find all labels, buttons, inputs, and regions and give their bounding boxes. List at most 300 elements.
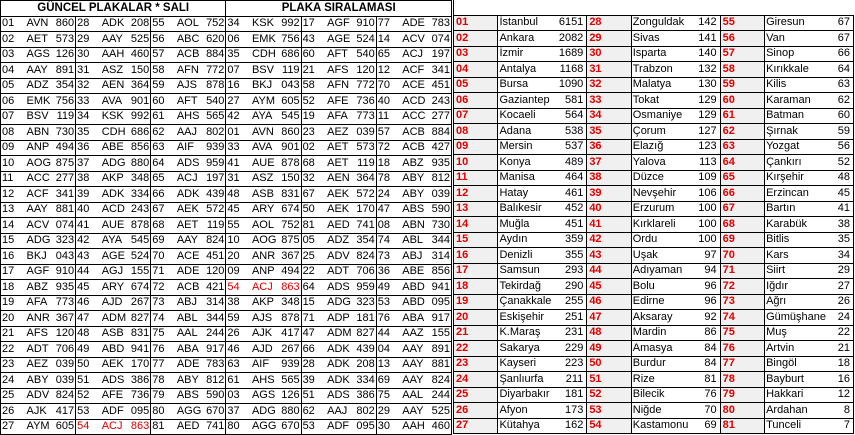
plate-letters: ACB (401, 125, 426, 141)
rank-number: 63 (720, 139, 764, 155)
plate-city-code: 16 (226, 78, 251, 94)
city-name: Manisa (498, 170, 542, 186)
plate-digits: 686 (126, 125, 151, 141)
plate-digits: 074 (51, 218, 76, 234)
plate-digits: 860 (276, 125, 301, 141)
plate-count: 123 (676, 139, 720, 155)
plate-city-code: 77 (376, 16, 401, 32)
plate-city-code: 31 (226, 171, 251, 187)
plate-count: 69 (676, 418, 720, 434)
city-name: Nevşehir (631, 186, 675, 202)
plate-digits: 941 (426, 280, 451, 296)
rank-number: 70 (720, 248, 764, 264)
plate-digits: 992 (126, 109, 151, 125)
plate-count: 359 (542, 232, 586, 248)
ranking-row (454, 356, 854, 372)
plate-digits: 620 (201, 32, 226, 48)
plate-digits: 354 (51, 78, 76, 94)
plate-digits: 545 (276, 109, 301, 125)
plate-count: 290 (542, 279, 586, 295)
rank-number: 23 (454, 356, 498, 372)
plate-city-code: 53 (301, 419, 326, 435)
city-name: Düzce (631, 170, 675, 186)
plate-letters: ABJ (401, 249, 426, 265)
ranking-row (454, 403, 854, 419)
plate-letters: AFN (326, 78, 351, 94)
plate-count: 94 (676, 263, 720, 279)
plate-digits: 706 (51, 342, 76, 358)
plate-letters: AAJ (326, 404, 351, 420)
plate-letters: AEN (326, 171, 351, 187)
city-name: Niğde (631, 403, 675, 419)
city-name: Tekirdağ (498, 279, 542, 295)
plate-digits: 565 (276, 373, 301, 389)
plate-letters: ABA (176, 342, 201, 358)
plate-digits: 364 (351, 171, 376, 187)
plate-letters: ADS (326, 388, 351, 404)
rank-number: 69 (720, 232, 764, 248)
plate-count: 355 (542, 248, 586, 264)
plate-letters: ADV (26, 388, 51, 404)
plate-letters: AGG (176, 404, 201, 420)
plate-letters: AEZ (26, 357, 51, 373)
plate-letters: ACJ (401, 47, 426, 63)
rank-number: 07 (454, 108, 498, 124)
plate-digits: 427 (426, 140, 451, 156)
plate-digits: 959 (351, 280, 376, 296)
city-name: Konya (498, 155, 542, 171)
city-name: Erzurum (631, 201, 675, 217)
plate-count: 537 (542, 139, 586, 155)
plate-city-code: 81 (151, 419, 176, 435)
plate-city-code: 22 (301, 264, 326, 280)
city-name: Ardahan (765, 403, 809, 419)
ranking-row (454, 217, 854, 233)
rank-number: 41 (587, 217, 631, 233)
plate-letters: AAL (401, 388, 426, 404)
plate-city-code: 69 (376, 373, 401, 389)
plate-digits: 783 (201, 357, 226, 373)
plate-city-code: 74 (376, 233, 401, 249)
rank-number: 67 (720, 201, 764, 217)
plate-count: 97 (676, 248, 720, 264)
plate-count: 8 (809, 403, 854, 419)
plate-letters: AFS (326, 63, 351, 79)
plate-city-code: 19 (301, 109, 326, 125)
rank-number: 42 (587, 232, 631, 248)
plate-letters: ANR (26, 311, 51, 327)
plate-letters: ACC (26, 171, 51, 187)
plate-city-code: 48 (226, 187, 251, 203)
plate-count: 6151 (542, 15, 586, 31)
ranking-row (454, 294, 854, 310)
plate-city-code: 29 (376, 404, 401, 420)
plate-city-code: 12 (1, 187, 26, 203)
city-name: Van (765, 31, 809, 47)
rank-number: 74 (720, 310, 764, 326)
plate-digits: 891 (51, 63, 76, 79)
plate-letters: BSV (251, 63, 276, 79)
city-name: Hatay (498, 186, 542, 202)
plate-city-code: 38 (226, 295, 251, 311)
plate-count: 461 (542, 186, 586, 202)
plate-digits: 730 (51, 125, 76, 141)
plate-count: 130 (676, 77, 720, 93)
plate-city-code: 50 (301, 202, 326, 218)
plate-digits: 674 (276, 202, 301, 218)
plate-digits: 773 (51, 295, 76, 311)
plate-digits: 910 (351, 16, 376, 32)
plate-city-code: 53 (376, 295, 401, 311)
plate-digits: 773 (351, 109, 376, 125)
plate-count: 293 (542, 263, 586, 279)
plate-city-code: 30 (76, 47, 101, 63)
plate-digits: 460 (126, 47, 151, 63)
plate-city-code: 12 (376, 63, 401, 79)
plate-letters: AED (176, 419, 201, 435)
plate-count: 211 (542, 372, 586, 388)
plate-digits: 494 (51, 140, 76, 156)
plate-digits: 208 (351, 357, 376, 373)
plate-digits: 494 (276, 264, 301, 280)
plate-city-code: 39 (301, 373, 326, 389)
plate-city-code: 28 (76, 16, 101, 32)
plate-digits: 334 (351, 373, 376, 389)
plate-digits: 244 (201, 326, 226, 342)
plate-digits: 884 (426, 125, 451, 141)
rank-number: 32 (587, 77, 631, 93)
plate-city-code: 65 (151, 171, 176, 187)
plate-city-code: 35 (226, 47, 251, 63)
rank-number: 81 (720, 418, 764, 434)
plate-city-code: 07 (1, 109, 26, 125)
plate-count: 223 (542, 356, 586, 372)
plate-city-code: 30 (376, 419, 401, 435)
plate-digits: 686 (276, 47, 301, 63)
rank-number: 13 (454, 201, 498, 217)
plate-city-code: 02 (301, 140, 326, 156)
plate-letters: AFN (176, 63, 201, 79)
rank-number: 31 (587, 62, 631, 78)
plate-digits: 674 (126, 280, 151, 296)
plate-letters: BKJ (251, 78, 276, 94)
plate-city-code: 26 (1, 404, 26, 420)
plate-digits: 244 (426, 388, 451, 404)
plate-letters: AVA (251, 140, 276, 156)
rank-number: 20 (454, 310, 498, 326)
city-name: Edirne (631, 294, 675, 310)
plate-row (1, 47, 452, 63)
city-name: Tokat (631, 93, 675, 109)
plate-letters: ABY (26, 373, 51, 389)
plate-city-code: 21 (1, 326, 26, 342)
rank-number: 79 (720, 387, 764, 403)
rank-number: 34 (587, 108, 631, 124)
plate-city-code: 36 (376, 264, 401, 280)
plate-letters: AEK (176, 202, 201, 218)
plate-city-code: 24 (376, 187, 401, 203)
rank-number: 64 (720, 155, 764, 171)
rank-number: 61 (720, 108, 764, 124)
plate-count: 16 (809, 372, 854, 388)
plate-count: 231 (542, 325, 586, 341)
plate-letters: AET (326, 140, 351, 156)
plate-digits: 043 (276, 78, 301, 94)
plate-digits: 880 (126, 156, 151, 172)
plate-city-code: 14 (1, 218, 26, 234)
plate-digits: 901 (126, 94, 151, 110)
plate-letters: AVN (251, 125, 276, 141)
plate-letters: ABN (26, 125, 51, 141)
plate-letters: ADF (101, 404, 126, 420)
city-name: Sinop (765, 46, 809, 62)
ranking-row (454, 31, 854, 47)
plate-letters: ARY (251, 202, 276, 218)
plate-digits: 772 (351, 78, 376, 94)
plate-count: 45 (809, 186, 854, 202)
ranking-row (454, 232, 854, 248)
plate-count: 255 (542, 294, 586, 310)
plate-digits: 267 (126, 295, 151, 311)
plate-city-code: 72 (151, 280, 176, 296)
plate-city-code: 05 (301, 233, 326, 249)
plate-digits: 451 (426, 78, 451, 94)
plate-letters: ADS (176, 156, 201, 172)
city-name: Gaziantep (498, 93, 542, 109)
plate-city-code: 40 (376, 94, 401, 110)
city-name: Kütahya (498, 418, 542, 434)
plate-letters: AVA (101, 94, 126, 110)
plate-count: 96 (676, 279, 720, 295)
rank-number: 58 (720, 62, 764, 78)
plate-city-code: 43 (301, 32, 326, 48)
plate-digits: 891 (426, 342, 451, 358)
plate-city-code: 81 (301, 218, 326, 234)
plate-letters: ABE (101, 140, 126, 156)
city-name: Antalya (498, 62, 542, 78)
city-name: Balıkesir (498, 201, 542, 217)
plate-count: 142 (676, 15, 720, 31)
ranking-header-spacer (454, 0, 854, 15)
plate-letters: AET (326, 156, 351, 172)
city-name: Bursa (498, 77, 542, 93)
plate-letters: ACV (401, 32, 426, 48)
plate-city-code: 18 (1, 280, 26, 296)
ranking-row (454, 279, 854, 295)
rank-number: 04 (454, 62, 498, 78)
plate-city-code: 41 (76, 218, 101, 234)
plate-digits: 451 (201, 249, 226, 265)
plate-digits: 348 (126, 171, 151, 187)
plate-count: 21 (809, 341, 854, 357)
plate-row (1, 63, 452, 79)
city-name: İzmir (498, 46, 542, 62)
plate-city-code: 14 (376, 32, 401, 48)
plate-digits: 119 (351, 156, 376, 172)
rank-number: 53 (587, 403, 631, 419)
plate-letters: AGF (326, 16, 351, 32)
plate-city-code: 33 (76, 94, 101, 110)
city-name: Zonguldak (631, 15, 675, 31)
plate-digits: 605 (276, 94, 301, 110)
city-name: Giresun (765, 15, 809, 31)
rank-number: 62 (720, 124, 764, 140)
plate-count: 27 (809, 279, 854, 295)
plate-digits: 783 (426, 16, 451, 32)
rank-number: 37 (587, 155, 631, 171)
plate-letters: ADK (326, 342, 351, 358)
city-name: Isparta (631, 46, 675, 62)
plate-letters: ANP (251, 264, 276, 280)
plate-digits: 277 (426, 109, 451, 125)
plate-count: 452 (542, 201, 586, 217)
plate-city-code: 70 (151, 249, 176, 265)
ranking-row (454, 418, 854, 434)
rank-number: 19 (454, 294, 498, 310)
plate-city-code: 80 (226, 419, 251, 435)
plate-letters: ABJ (176, 295, 201, 311)
plate-digits: 752 (201, 16, 226, 32)
plate-count: 60 (809, 108, 854, 124)
plate-digits: 074 (426, 32, 451, 48)
plate-letters: AJK (26, 404, 51, 420)
plate-count: 70 (676, 403, 720, 419)
header-title-plate-ranking: PLAKA SIRALAMASI (226, 1, 452, 17)
plate-city-code: 22 (1, 342, 26, 358)
plate-digits: 386 (126, 373, 151, 389)
plate-digits: 208 (126, 16, 151, 32)
plate-digits: 941 (126, 342, 151, 358)
plate-count: 48 (809, 170, 854, 186)
plate-digits: 119 (51, 109, 76, 125)
plate-city-code: 47 (301, 326, 326, 342)
plate-city-code: 01 (1, 16, 26, 32)
rank-number: 59 (720, 77, 764, 93)
plate-city-code: 61 (151, 109, 176, 125)
rank-number: 47 (587, 310, 631, 326)
rank-number: 11 (454, 170, 498, 186)
plate-letters: AAY (401, 404, 426, 420)
plate-city-code: 33 (226, 140, 251, 156)
plate-letters: ABC (176, 32, 201, 48)
plate-count: 66 (809, 46, 854, 62)
city-name: Kırıkkale (765, 62, 809, 78)
plate-row (1, 125, 452, 141)
plate-letters: ABL (401, 233, 426, 249)
plate-city-code: 25 (1, 388, 26, 404)
plate-count: 581 (542, 93, 586, 109)
plate-digits: 824 (426, 373, 451, 389)
rank-number: 45 (587, 279, 631, 295)
plate-digits: 812 (426, 171, 451, 187)
plate-city-code: 52 (301, 94, 326, 110)
plate-count: 100 (676, 232, 720, 248)
plate-letters: ACJ (101, 419, 126, 435)
plate-digits: 525 (426, 404, 451, 420)
plate-city-code: 75 (376, 388, 401, 404)
plate-city-code: 09 (226, 264, 251, 280)
city-name: Şırnak (765, 124, 809, 140)
plate-count: 1689 (542, 46, 586, 62)
plate-city-code: 32 (301, 171, 326, 187)
plate-digits: 573 (351, 140, 376, 156)
plate-digits: 935 (426, 156, 451, 172)
plate-digits: 572 (351, 187, 376, 203)
city-name: Uşak (631, 248, 675, 264)
plate-letters: ADM (101, 311, 126, 327)
plate-letters: AED (326, 218, 351, 234)
plate-digits: 095 (351, 419, 376, 435)
plate-digits: 824 (51, 388, 76, 404)
city-name: Kars (765, 248, 809, 264)
plate-city-code: 28 (301, 357, 326, 373)
plate-digits: 120 (201, 264, 226, 280)
plate-city-code: 66 (301, 342, 326, 358)
plate-letters: AIF (176, 140, 201, 156)
plate-letters: ADE (401, 16, 426, 32)
plate-city-code: 39 (76, 187, 101, 203)
city-name: Amasya (631, 341, 675, 357)
plate-digits: 323 (351, 295, 376, 311)
plate-city-code: 16 (1, 249, 26, 265)
ranking-row (454, 186, 854, 202)
city-name: Bitlis (765, 232, 809, 248)
plate-digits: 856 (426, 264, 451, 280)
plate-letters: ABL (176, 311, 201, 327)
plate-city-code: 78 (376, 171, 401, 187)
ranking-row (454, 170, 854, 186)
plate-letters: ACC (401, 109, 426, 125)
plate-letters: ACD (401, 94, 426, 110)
plate-city-code: 04 (376, 342, 401, 358)
plate-count: 173 (542, 403, 586, 419)
plate-letters: ACB (176, 47, 201, 63)
plate-letters: AGS (251, 388, 276, 404)
plate-digits: 860 (51, 16, 76, 32)
plate-city-code: 44 (76, 264, 101, 280)
city-name: K.Maraş (498, 325, 542, 341)
plate-city-code: 06 (1, 94, 26, 110)
plate-digits: 856 (126, 140, 151, 156)
plate-count: 113 (676, 155, 720, 171)
plate-letters: AEK (326, 187, 351, 203)
city-name: Mardin (631, 325, 675, 341)
rank-number: 50 (587, 356, 631, 372)
plate-count: 489 (542, 155, 586, 171)
plate-letters: ADZ (26, 78, 51, 94)
plate-row (1, 404, 452, 420)
plate-count: 251 (542, 310, 586, 326)
plate-letters: ADK (101, 187, 126, 203)
city-name: Karaman (765, 93, 809, 109)
city-name: Bayburt (765, 372, 809, 388)
ranking-row (454, 325, 854, 341)
rank-number: 44 (587, 263, 631, 279)
ranking-table (453, 0, 854, 434)
plate-letters: ADT (26, 342, 51, 358)
plate-city-code: 10 (226, 233, 251, 249)
plate-count: 35 (809, 232, 854, 248)
rank-number: 33 (587, 93, 631, 109)
rank-number: 43 (587, 248, 631, 264)
plate-letters: BKJ (26, 249, 51, 265)
plate-letters: AJS (251, 311, 276, 327)
plate-city-code: 02 (1, 32, 26, 48)
plate-city-code: 46 (76, 295, 101, 311)
plate-city-code: 04 (1, 63, 26, 79)
plate-city-code: 62 (301, 404, 326, 420)
plate-letters: AAY (101, 32, 126, 48)
